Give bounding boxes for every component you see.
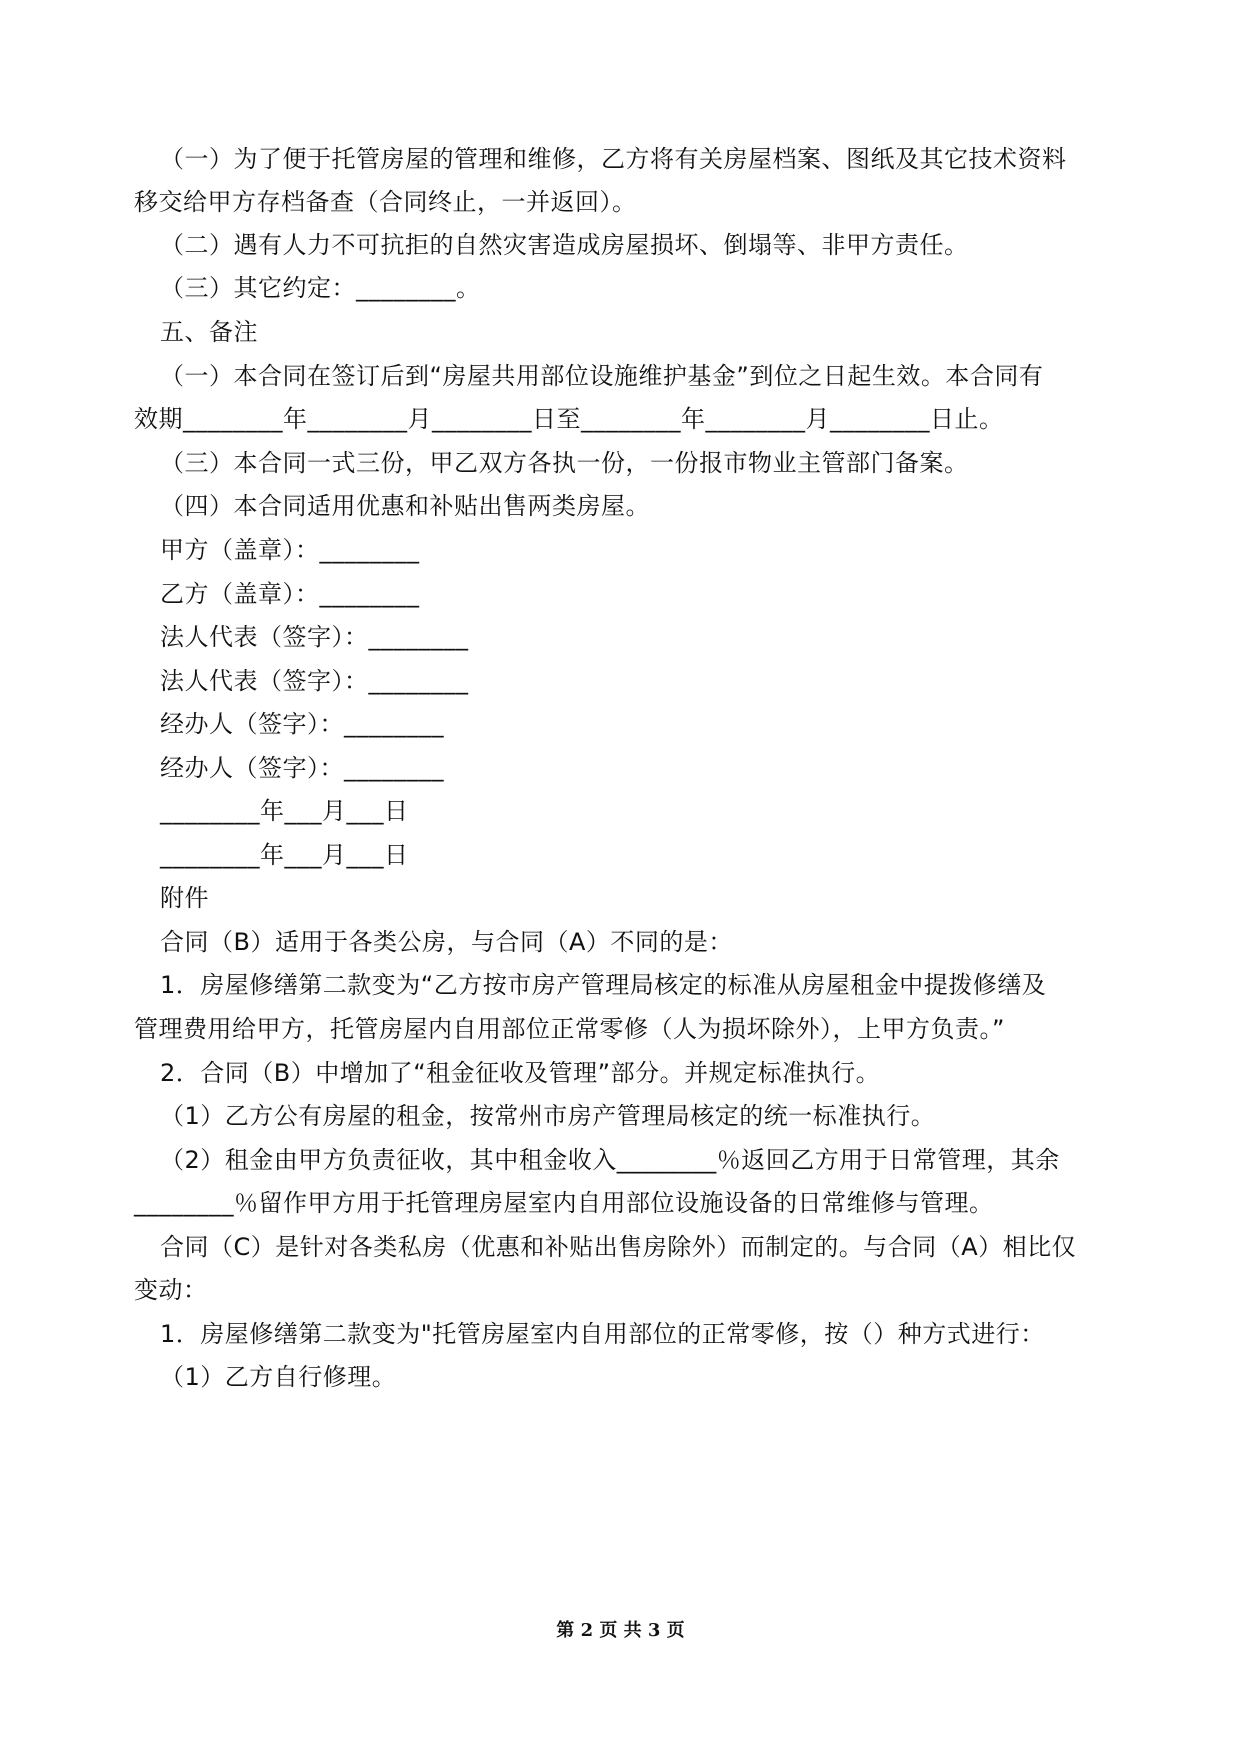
paragraph-line: （1）乙方自行修理。 bbox=[160, 1363, 397, 1391]
date-line: ________年___月___日 bbox=[160, 841, 409, 869]
paragraph-line: （四）本合同适用优惠和补贴出售两类房屋。 bbox=[160, 492, 650, 520]
paragraph-line: （二）遇有人力不可抗拒的自然灾害造成房屋损坏、倒塌等、非甲方责任。 bbox=[160, 231, 969, 259]
paragraph-line: 合同（C）是针对各类私房（优惠和补贴出售房除外）而制定的。与合同（A）相比仅 bbox=[160, 1233, 1077, 1261]
page-number-footer: 第 2 页 共 3 页 bbox=[556, 1620, 685, 1641]
paragraph-line: 效期________年________月________日至________年________月________日止。 bbox=[134, 405, 1004, 433]
signature-line: 法人代表（签字）：________ bbox=[160, 623, 469, 651]
paragraph-line: （1）乙方公有房屋的租金，按常州市房产管理局核定的统一标准执行。 bbox=[160, 1102, 936, 1130]
paragraph-line: （三）本合同一式三份，甲乙双方各执一份，一份报市物业主管部门备案。 bbox=[160, 449, 969, 477]
section-heading: 附件 bbox=[160, 884, 209, 912]
paragraph-line: 1．房屋修缮第二款变为“乙方按市房产管理局核定的标准从房屋租金中提拨修缮及 bbox=[160, 971, 1047, 999]
paragraph-line: （三）其它约定：________。 bbox=[160, 274, 481, 302]
paragraph-line: （一）本合同在签订后到“房屋共用部位设施维护基金”到位之日起生效。本合同有 bbox=[160, 362, 1044, 390]
paragraph-line: 管理费用给甲方，托管房屋内自用部位正常零修（人为损坏除外），上甲方负责。” bbox=[134, 1015, 1005, 1043]
paragraph-line: ________％留作甲方用于托管理房屋室内自用部位设施设备的日常维修与管理。 bbox=[134, 1189, 994, 1217]
paragraph-line: 移交给甲方存档备查（合同终止，一并返回）。 bbox=[134, 188, 637, 216]
section-heading: 五、备注 bbox=[160, 318, 258, 346]
signature-line: 法人代表（签字）：________ bbox=[160, 667, 469, 695]
paragraph-line: （2）租金由甲方负责征收，其中租金收入________％返回乙方用于日常管理，其余 bbox=[160, 1146, 1060, 1174]
paragraph-line: 变动： bbox=[134, 1276, 208, 1304]
paragraph-line: （一）为了便于托管房屋的管理和维修，乙方将有关房屋档案、图纸及其它技术资料 bbox=[160, 145, 1067, 173]
paragraph-line: 2．合同（B）中增加了“租金征收及管理”部分。并规定标准执行。 bbox=[160, 1059, 881, 1087]
signature-line: 乙方（盖章）：________ bbox=[160, 580, 420, 608]
paragraph-line: 1．房屋修缮第二款变为"托管房屋室内自用部位的正常零修，按（）种方式进行： bbox=[160, 1320, 1045, 1348]
signature-line: 经办人（签字）：________ bbox=[160, 754, 444, 782]
date-line: ________年___月___日 bbox=[160, 797, 409, 825]
signature-line: 经办人（签字）：________ bbox=[160, 710, 444, 738]
signature-line: 甲方（盖章）：________ bbox=[160, 536, 420, 564]
paragraph-line: 合同（B）适用于各类公房，与合同（A）不同的是： bbox=[160, 928, 733, 956]
